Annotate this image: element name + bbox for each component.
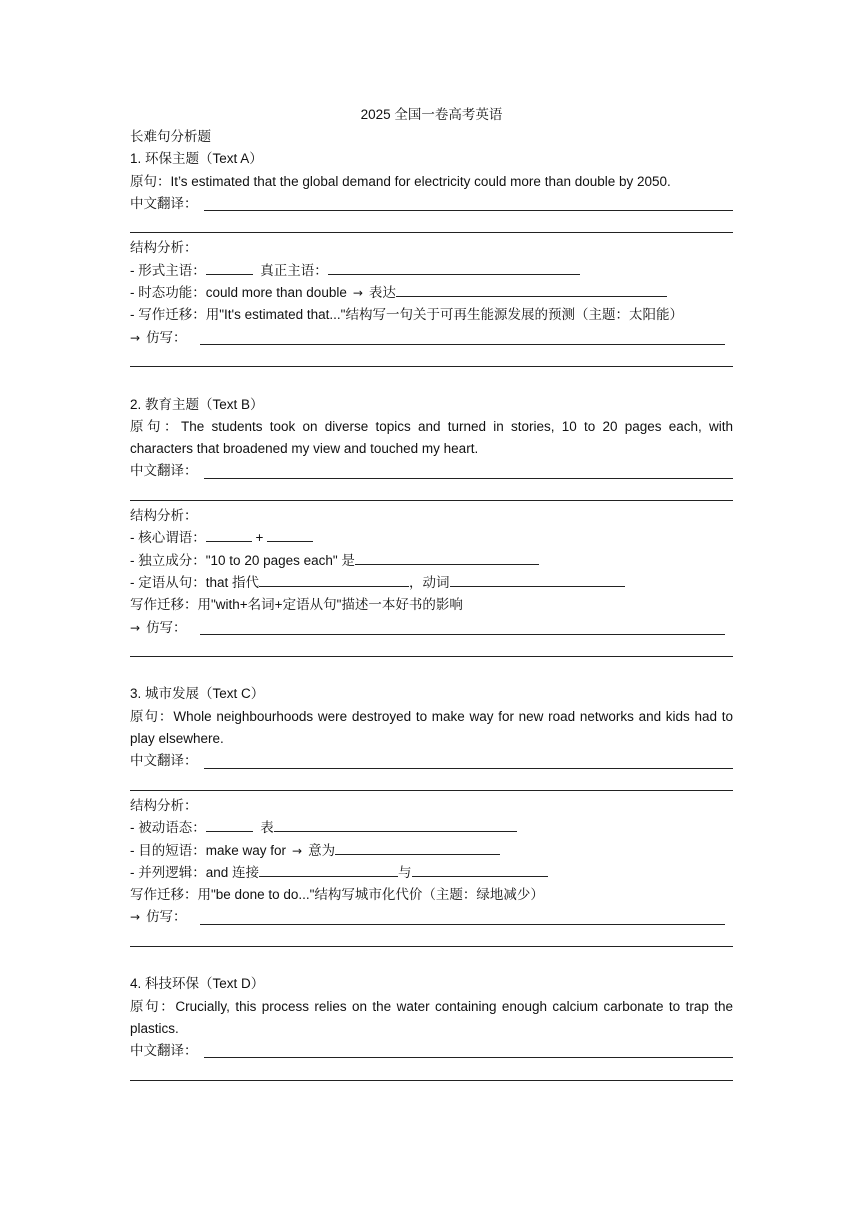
q3-transfer: 写作迁移：用"be done to do..."结构写城市化代价（主题：绿地减少）: [130, 887, 544, 903]
q1-transfer: - 写作迁移：用"It's estimated that..."结构写一句关于可再生能源发展的预测（主题：太阳能）: [130, 307, 683, 323]
q1-imitate-line[interactable]: [130, 327, 733, 349]
q3-a3b-label: 与: [398, 864, 412, 880]
q2-a3b-label: ，动词: [409, 574, 450, 590]
q2-antecedent-blank[interactable]: [259, 573, 409, 587]
q1-structure-label: 结构分析：: [130, 240, 198, 256]
q2-predicate-blank-1[interactable]: [206, 528, 252, 542]
q1-heading: 1. 环保主题（Text A）: [130, 151, 263, 167]
imitate-label: 仿写：: [146, 329, 187, 345]
q2-imitate-blank[interactable]: [200, 634, 725, 635]
q2-a1-label: - 核心谓语：: [130, 530, 206, 546]
q3-imitate-line[interactable]: [130, 906, 733, 928]
q2-heading: 2. 教育主题（Text B）: [130, 396, 264, 412]
q2-translation-line[interactable]: [130, 460, 733, 482]
q1-imitate-blank-2[interactable]: [130, 349, 733, 371]
q2-analysis-3: [130, 572, 733, 594]
q2-translation-blank[interactable]: [204, 478, 733, 479]
q3-coord-blank-2[interactable]: [412, 863, 548, 877]
q3-a1b-label: 表: [260, 820, 274, 836]
q4-translation-blank[interactable]: [204, 1057, 733, 1058]
q2-structure-label: 结构分析：: [130, 508, 198, 524]
q1-translation-blank-2[interactable]: [130, 215, 733, 237]
q3-translation-line[interactable]: [130, 750, 733, 772]
translation-label: 中文翻译：: [130, 1043, 198, 1059]
arrow-icon: →: [130, 910, 141, 925]
translation-label: 中文翻译：: [130, 753, 198, 769]
q2-sentence-text: The students took on diverse topics and turned in stories, 10 to 20 pages each, with characters that broadened my view and touched my heart.: [130, 418, 733, 457]
q1-real-subject-blank[interactable]: [328, 261, 580, 275]
q2-imitate-blank-2[interactable]: [130, 639, 733, 661]
arrow-icon: →: [352, 286, 363, 301]
q3-analysis-2: [130, 840, 733, 862]
q3-coord-blank-1[interactable]: [259, 863, 398, 877]
q2-a2-label: - 独立成分："10 to 20 pages each" 是: [130, 552, 355, 568]
q2-analysis-2: [130, 550, 733, 572]
q2-plus-label: +: [255, 530, 264, 546]
q4-sentence-text: Crucially, this process relies on the water containing enough calcium carbonate to trap the plastics.: [130, 998, 734, 1036]
q1-tense-blank[interactable]: [396, 283, 667, 297]
page-title: 2025 全国一卷高考英语: [360, 107, 503, 122]
q4-translation-blank-2[interactable]: [130, 1062, 733, 1084]
arrow-icon: →: [130, 620, 141, 635]
imitate-label: 仿写：: [146, 909, 187, 925]
q2-verb-blank[interactable]: [450, 573, 625, 587]
q2-transfer: 写作迁移：用"with+名词+定语从句"描述一本好书的影响: [130, 597, 463, 613]
q3-a1-label: - 被动语态：: [130, 820, 206, 836]
q4-heading: 4. 科技环保（Text D）: [130, 976, 265, 992]
q1-translation-blank[interactable]: [204, 210, 733, 211]
q3-a3-label: - 并列逻辑：and 连接: [130, 864, 260, 880]
q3-passive-meaning-blank[interactable]: [274, 818, 517, 832]
q2-imitate-line[interactable]: [130, 617, 733, 639]
q3-a2-label: - 目的短语：make way for: [130, 842, 287, 858]
q3-translation-blank[interactable]: [204, 768, 733, 769]
q2-predicate-blank-2[interactable]: [267, 528, 313, 542]
q2-original-sentence: [130, 416, 733, 461]
q3-structure-label: 结构分析：: [130, 797, 198, 813]
q1-sentence-text: It’s estimated that the global demand for electricity could more than double by 2050.: [170, 173, 671, 189]
q2-analysis-1: [130, 527, 733, 549]
q2-absolute-blank[interactable]: [355, 551, 539, 565]
document-content: [130, 104, 733, 1085]
q1-translation-line[interactable]: [130, 193, 733, 215]
q3-sentence-text: Whole neighbourhoods were destroyed to make way for new road networks and kids had to play elsewhere.: [130, 708, 733, 747]
translation-label: 中文翻译：: [130, 463, 198, 479]
section-heading: 长难句分析题: [130, 129, 211, 144]
translation-label: 中文翻译：: [130, 195, 198, 211]
arrow-icon: →: [130, 330, 141, 345]
q3-imitate-blank-2[interactable]: [130, 929, 733, 951]
q1-imitate-blank[interactable]: [200, 344, 725, 345]
q1-a2b-label: 表达: [368, 285, 396, 301]
original-label: 原句：: [130, 708, 174, 724]
q3-translation-blank-2[interactable]: [130, 773, 733, 795]
q2-a3-label: - 定语从句：that 指代: [130, 574, 260, 590]
q1-original-sentence: [130, 171, 733, 193]
q1-a1-label: - 形式主语：: [130, 262, 206, 278]
q4-original-sentence: [130, 996, 733, 1041]
q3-original-sentence: [130, 706, 733, 751]
q3-passive-blank[interactable]: [206, 818, 253, 832]
q1-a1b-label: 真正主语：: [260, 262, 328, 278]
original-label: 原句：: [130, 173, 171, 189]
q1-formal-subject-blank[interactable]: [206, 261, 253, 275]
q3-analysis-3: [130, 862, 733, 884]
arrow-icon: →: [292, 843, 303, 858]
original-label: 原句：: [130, 418, 181, 434]
q3-purpose-blank[interactable]: [335, 841, 500, 855]
q3-analysis-1: [130, 817, 733, 839]
imitate-label: 仿写：: [146, 619, 187, 635]
original-label: 原句：: [130, 998, 176, 1014]
q3-heading: 3. 城市发展（Text C）: [130, 686, 265, 702]
q2-translation-blank-2[interactable]: [130, 483, 733, 505]
q3-imitate-blank[interactable]: [200, 924, 725, 925]
q1-analysis-1: [130, 260, 733, 282]
q1-analysis-2: [130, 282, 733, 304]
q3-a2b-label: 意为: [308, 842, 336, 858]
q4-translation-line[interactable]: [130, 1040, 733, 1062]
q1-a2-label: - 时态功能：could more than double: [130, 285, 347, 301]
